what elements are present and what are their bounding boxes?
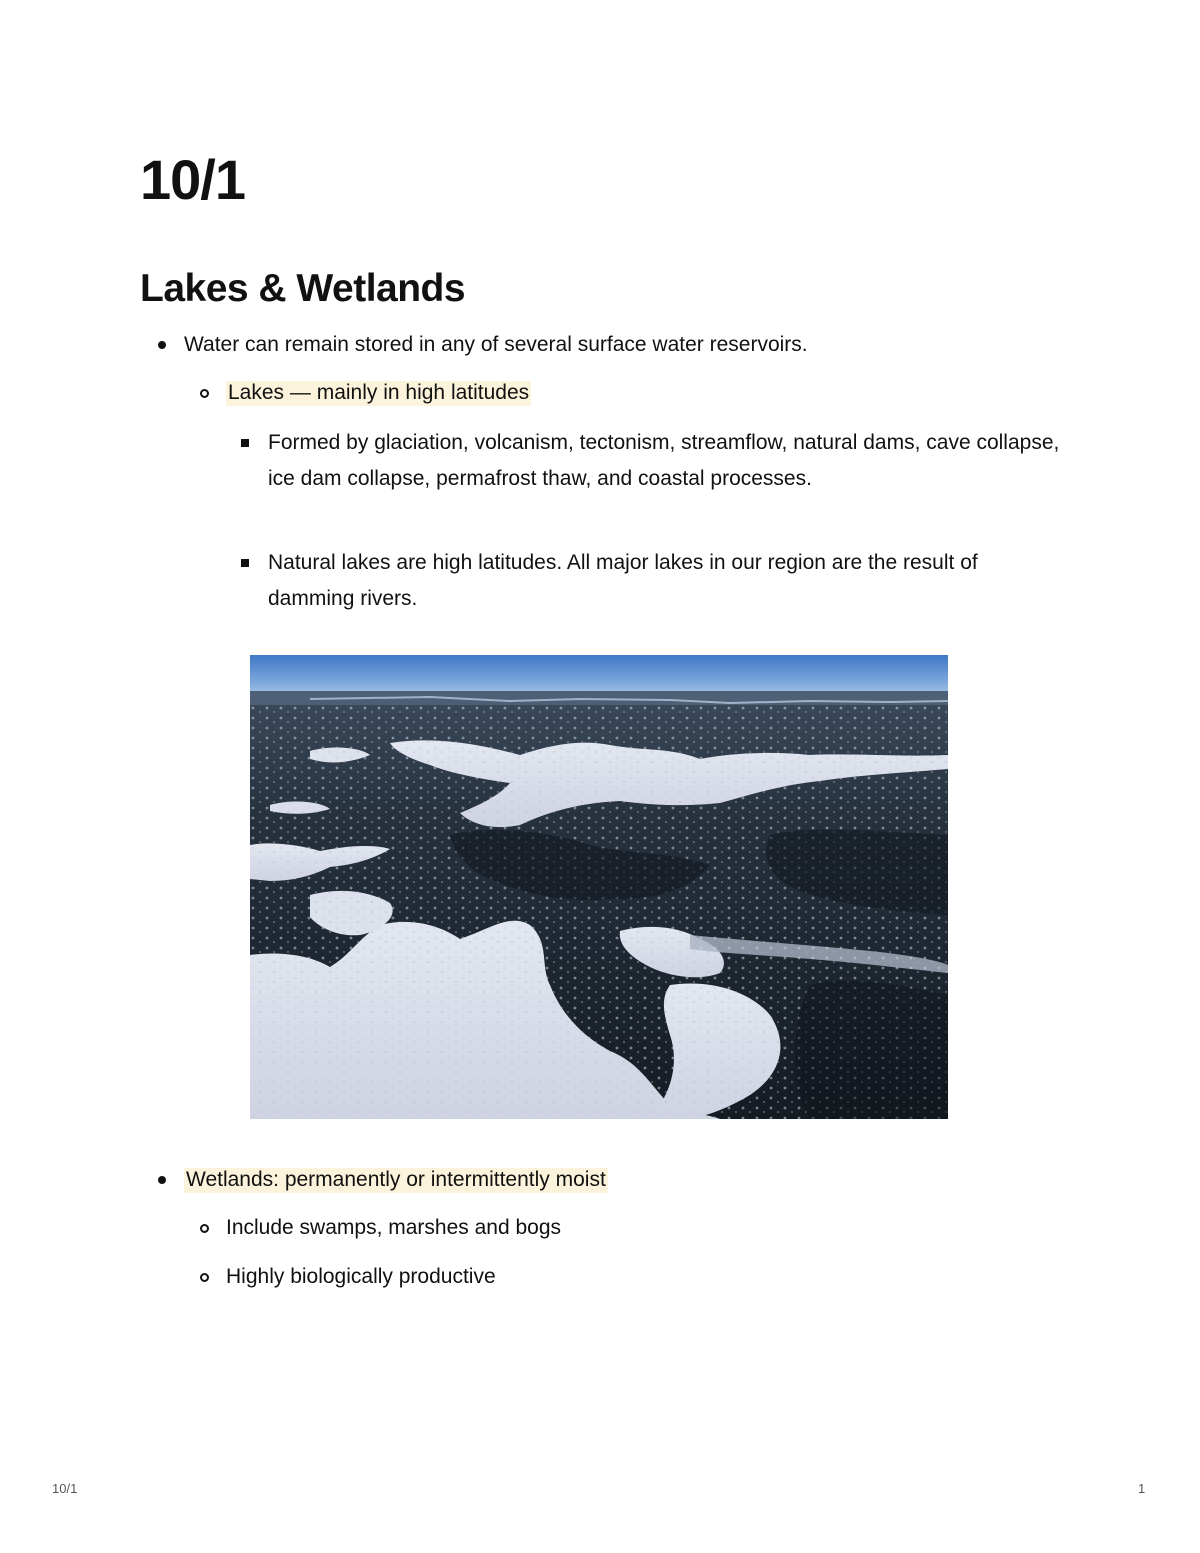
list-item — [184, 1162, 1084, 1198]
list-item-text: Wetlands: permanently or intermittently moist — [186, 1168, 606, 1191]
list-item — [226, 375, 1086, 411]
section-heading: Lakes & Wetlands — [140, 267, 466, 310]
list-item — [226, 1210, 1086, 1246]
list-item — [268, 545, 1038, 617]
footer-title: 10/1 — [52, 1481, 78, 1496]
bullet-disc-icon — [158, 1176, 166, 1184]
page-title: 10/1 — [140, 148, 245, 211]
list-item-text: Highly biologically productive — [226, 1265, 496, 1288]
list-item — [184, 327, 1084, 363]
bullet-circle-icon — [200, 389, 209, 398]
list-item-text: Include swamps, marshes and bogs — [226, 1216, 562, 1239]
list-item-text: Natural lakes are high latitudes. All major lakes in our region are the result of damming rivers. — [268, 551, 978, 610]
list-item-text: Lakes — mainly in high latitudes — [228, 381, 530, 404]
page-number: 1 — [1138, 1481, 1146, 1496]
bullet-circle-icon — [200, 1224, 209, 1233]
list-item-text: Water can remain stored in any of several surface water reservoirs. — [184, 333, 808, 356]
list-item-text: Formed by glaciation, volcanism, tectonism, streamflow, natural dams, cave collapse, ice dam collapse, permafrost thaw, and coastal processes. — [268, 431, 1060, 490]
list-item — [226, 1259, 1086, 1295]
bullet-disc-icon — [158, 341, 166, 349]
frozen-lakes-aerial-photo — [250, 655, 948, 1119]
bullet-square-icon — [241, 559, 249, 567]
list-item — [268, 425, 1068, 497]
bullet-circle-icon — [200, 1273, 209, 1282]
bullet-square-icon — [241, 439, 249, 447]
